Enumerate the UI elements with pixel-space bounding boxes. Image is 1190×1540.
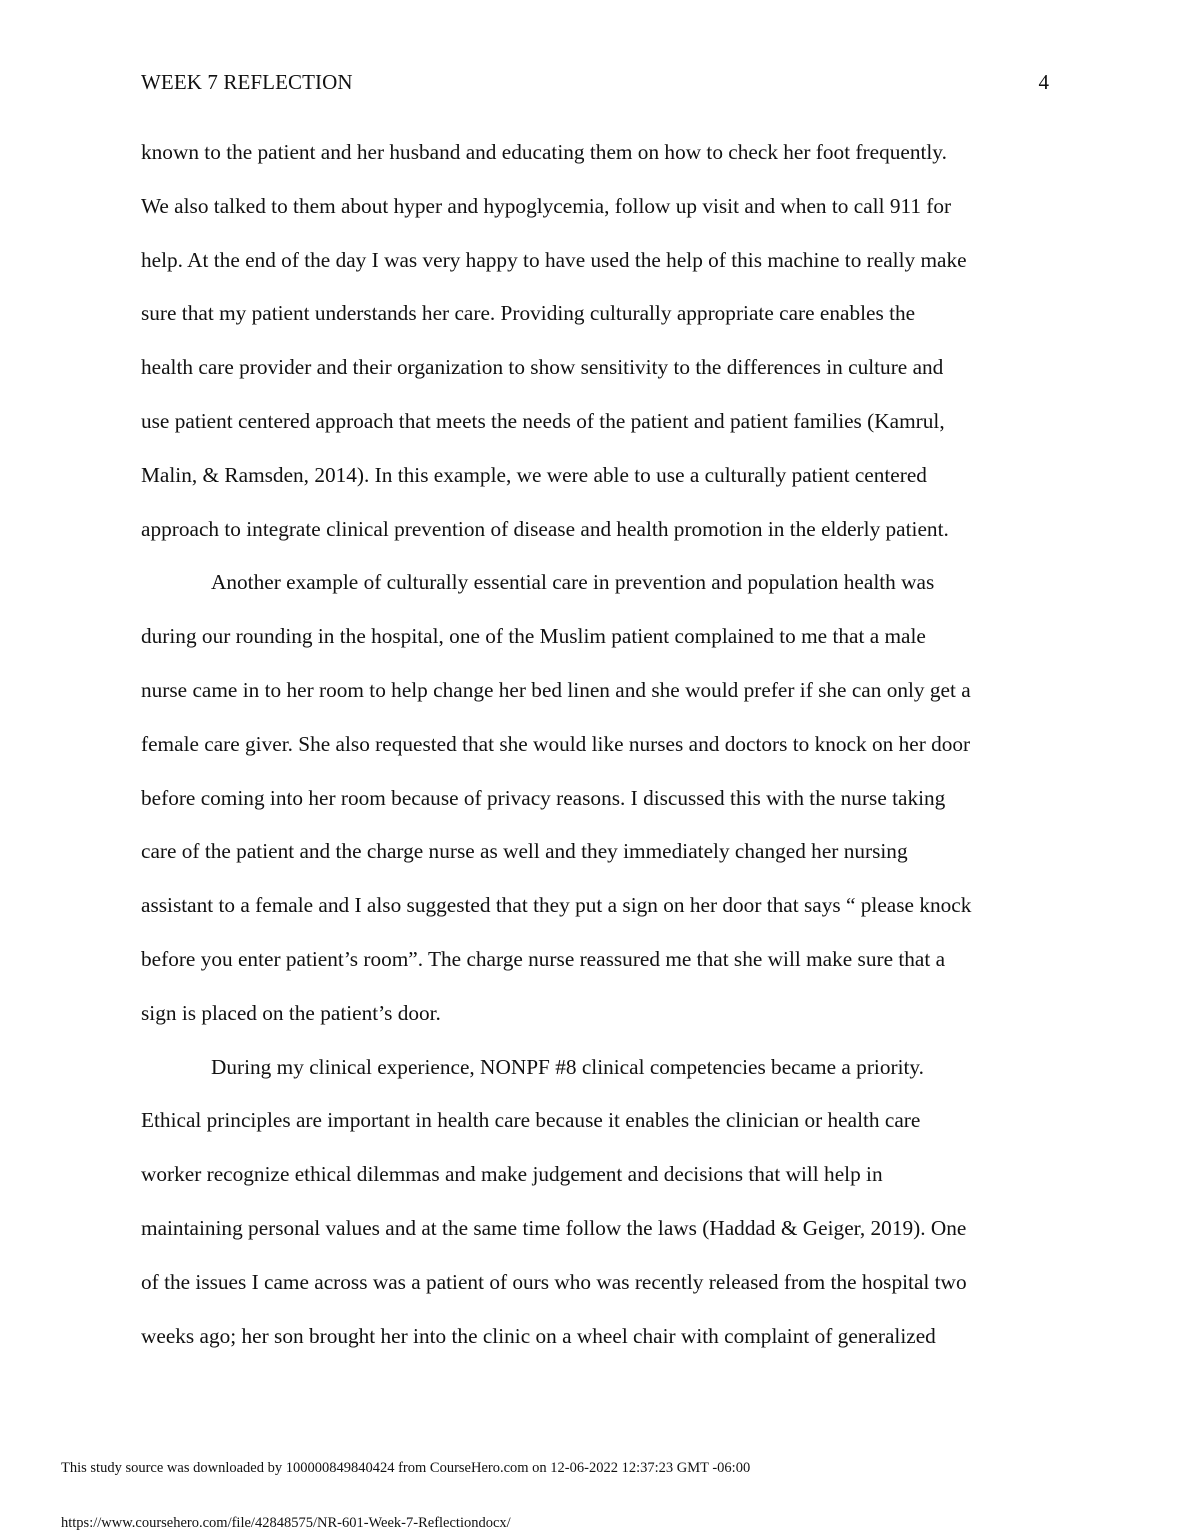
text-line: known to the patient and her husband and educating them on how to check her foot frequently. xyxy=(141,140,947,164)
text-line: worker recognize ethical dilemmas and make judgement and decisions that will help in xyxy=(141,1162,883,1187)
document-body xyxy=(141,126,1049,1363)
text-line: Ethical principles are important in health care because it enables the clinician or health care xyxy=(141,1108,921,1133)
text-line: female care giver. She also requested that she would like nurses and doctors to knock on her door xyxy=(141,731,971,756)
text-line: before coming into her room because of privacy reasons. I discussed this with the nurse taking xyxy=(141,785,946,810)
text-line: help. At the end of the day I was very happy to have used the help of this machine to really make xyxy=(141,247,967,272)
text-line: care of the patient and the charge nurse as well and they immediately changed her nursing xyxy=(141,839,908,864)
running-head: WEEK 7 REFLECTION xyxy=(141,70,353,94)
text-line: maintaining personal values and at the same time follow the laws (Haddad & Geiger, 2019). One xyxy=(141,1215,967,1240)
text-line: approach to integrate clinical prevention of disease and health promotion in the elderly patient. xyxy=(141,516,949,541)
text-line: Malin, & Ramsden, 2014). In this example, we were able to use a culturally patient centered xyxy=(141,462,927,487)
paragraph-first-line: During my clinical experience, NONPF #8 clinical competencies became a priority. xyxy=(211,1054,924,1079)
text-line: use patient centered approach that meets the needs of the patient and patient families (Kamrul, xyxy=(141,408,945,433)
text-line: of the issues I came across was a patient of ours who was recently released from the hospital two xyxy=(141,1269,967,1294)
source-url: https://www.coursehero.com/file/42848575/NR-601-Week-7-Reflectiondocx/ xyxy=(61,1515,511,1531)
text-line: weeks ago; her son brought her into the clinic on a wheel chair with complaint of generalized xyxy=(141,1323,936,1348)
text-line: sure that my patient understands her care. Providing culturally appropriate care enables the xyxy=(141,301,916,326)
text-line: sign is placed on the patient’s door. xyxy=(141,1000,441,1025)
text-line: assistant to a female and I also suggested that they put a sign on her door that says “ please knock xyxy=(141,893,972,918)
text-line: health care provider and their organization to show sensitivity to the differences in culture and xyxy=(141,355,944,380)
text-line: nurse came in to her room to help change her bed linen and she would prefer if she can only get a xyxy=(141,677,971,702)
page-number: 4 xyxy=(1038,70,1049,94)
paragraph-first-line: Another example of culturally essential care in prevention and population health was xyxy=(211,570,935,595)
text-line: before you enter patient’s room”. The charge nurse reassured me that she will make sure that a xyxy=(141,946,946,971)
text-line: during our rounding in the hospital, one of the Muslim patient complained to me that a male xyxy=(141,624,926,649)
text-line: We also talked to them about hyper and hypoglycemia, follow up visit and when to call 911 for xyxy=(141,193,952,218)
download-source-note: This study source was downloaded by 100000849840424 from CourseHero.com on 12-06-2022 12:37:23 GMT -06:00 xyxy=(61,1460,751,1476)
